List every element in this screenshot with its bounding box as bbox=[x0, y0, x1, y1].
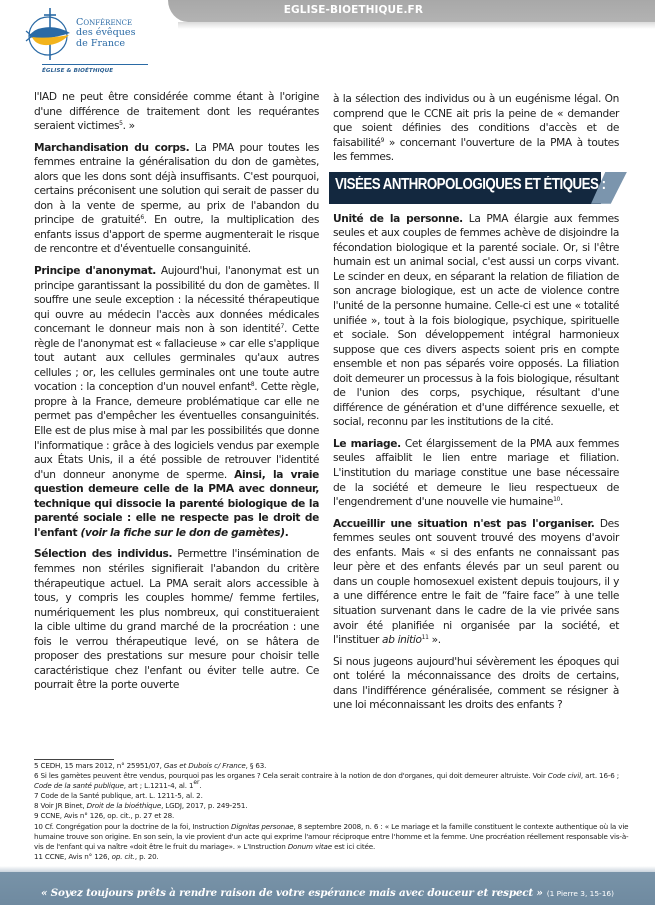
footnote-divider bbox=[34, 759, 114, 760]
footnote-ref[interactable]: 5 bbox=[119, 120, 123, 128]
footnote-8: 8 Voir JR Binet, Droit de la bioéthique, LGDJ, 2017, p. 249-251. bbox=[34, 801, 248, 811]
fiche-link[interactable]: (voir la fiche sur le don de gamètes) bbox=[80, 526, 285, 539]
logo-line-1: Conférence bbox=[76, 17, 133, 28]
paragraph-heading: Sélection des individus. bbox=[34, 548, 173, 561]
logo-line-2: des évêques bbox=[76, 27, 136, 39]
logo-text bbox=[76, 18, 136, 49]
paragraph-ccne: à la sélection des individus ou à un eugénisme légal. On comprend que le CCNE ait pris la peine de « demander que soient définies des conditions d'accès et de faisabilité$^9$ » concernant l'ouverture de la PMA à toutes les femmes. bbox=[333, 93, 619, 164]
footnote-6: 6 Si les gamètes peuvent être vendus, pourquoi pas les organes ? Cela serait contraire à la notion de don d'organes, qui doit demeurer altruiste. Voir Code civil, art. 16-6 ; Code de la santé publique, art ; L.1211-4, al. 1er. bbox=[34, 771, 620, 791]
footnote-11: 11 CCNE, Avis n° 126, op. cit., p. 20. bbox=[34, 851, 159, 861]
section-title: VISÉES ANTHROPOLOGIQUES ET ÉTIQUES : bbox=[335, 175, 606, 193]
logo-divider bbox=[42, 64, 148, 65]
paragraph-mariage: Le mariage. Cet élargissement de la PMA aux femmes seules affaiblit le lien entre mariage et filiation. L'institution du mariage constitue une base nécessaire de la société et demeure le lieu respectueux de l'engendrement d'une nouvelle vie humaine$^{10}$. bbox=[333, 437, 619, 509]
paragraph-marchandisation: Marchandisation du corps. La PMA pour toutes les femmes entraine la généralisation du don de gamètes, alors que les dons sont déjà insuffisants. C'est pourquoi, certains préconisent une solution qui serait de passer du don à la vente de sperme, au prix de l'abandon du principe de gratuité$^6$. En outre, la multiplication des enfants issus d'apport de sperme augmenterait le risque de rencontre et d'éventuelle consanguinité. bbox=[34, 141, 319, 256]
logo bbox=[20, 4, 160, 76]
paragraph-unite: Unité de la personne. La PMA élargie aux femmes seules et aux couples de femmes achève de disjoindre la fécondation biologique et la parenté sociale. Or, si l'être humain est un animal social, c'est aussi un corps vivant. Le scinder en deux, en séparant la relation de filiation de son ancrage biologique, est un acte de violence contre l'unité de la personne humaine. Celle-ci est une « totalité unifiée », tout à la fois biologique, psychique, spirituelle et sociale. Son développement intégral harmonieux suppose que ces divers aspects soient pris en compte ensemble et non pas séparés voire opposés. La filiation doit demeurer un processus à la fois biologique, résultant de l'union des corps, psychique, résultant d'une différence de génération et d'une différence sexuelle, et social, reconnu par les institutions de la cité. bbox=[333, 212, 619, 429]
paragraph-iad: l'IAD ne peut être considérée comme étant à l'origine d'une différence de traitement dont les requérantes seraient victimes$^5$. » bbox=[34, 91, 319, 133]
logo-line-3: de France bbox=[76, 37, 126, 49]
paragraph-heading: Marchandisation du corps. bbox=[34, 141, 190, 154]
footnote-9: 9 CCNE, Avis n° 126, op. cit., p. 27 et 28. bbox=[34, 811, 175, 821]
paragraph-anonymat: Principe d'anonymat. Aujourd'hui, l'anonymat est un principe garantissant la possibilité du don de gamètes. Il souffre une seule exception : la nécessité thérapeutique qui ouvre au médecin l'accès aux données médicales concernant le donneur mais non à son identité$^7$. Cette règle de l'anonymat est « fallacieuse » car elle s'applique tout autant aux cellules germinales qu'aux autres cellules ; or, les cellules germinales ont une toute autre vocation : la conception d'un nouvel enfant$^8$. Cette règle, propre à la France, demeure problématique car elle ne permet pas d'empêcher les éventuelles consanguinités. Elle est de plus mise à mal par les possibilités que donne l'informatique : grâce à des logiciels vendus par exemple aux États Unis, il a été possible de retrouver l'identité d'un donneur anonyme de sperme. Ainsi, la vraie question demeure celle de la PMA avec donneur, technique qui dissocie la parenté biologique de la parenté sociale : elle ne respecte pas le droit de l'enfant (voir la fiche sur le don de gamètes). bbox=[34, 265, 320, 539]
emphasis-text: Ainsi, la vraie question demeure celle de la PMA avec donneur, technique qui dissocie la parenté biologique de la parenté sociale : elle ne respecte pas le droit de l'enfant bbox=[34, 468, 320, 539]
footnote-ref[interactable]: 7 bbox=[280, 323, 284, 331]
footnote-ref[interactable]: 8 bbox=[250, 381, 255, 389]
footnote-ref[interactable]: 9 bbox=[380, 136, 385, 144]
footnotes bbox=[34, 761, 634, 862]
paragraph-selection: Sélection des individus. Permettre l'insémination de femmes non stériles signifierait l'abandon du critère thérapeutique actuel. La PMA serait alors accessible à tous, y compris les couples homme/ femme fertiles, numériquement les plus nombreux, qui constitueraient la cible ultime du grand marché de la procréation : une fois le verrou thérapeutique levé, on se hâtera de proposer des prestations sur mesure pour choisir telle caractéristique chez l'enfant ou éviter telle autre. Ce pourrait être la porte ouverte bbox=[34, 548, 320, 692]
paragraph-heading: Principe d'anonymat. bbox=[34, 265, 156, 278]
footnote-ref[interactable]: 6 bbox=[140, 214, 144, 222]
site-url: EGLISE-BIOETHIQUE.FR bbox=[283, 4, 423, 16]
section-banner bbox=[329, 172, 629, 204]
footnote-7: 7 Code de la Santé publique, art. L. 1211-5, al. 2. bbox=[34, 791, 203, 801]
header-band bbox=[168, 0, 655, 22]
paragraph-heading: Accueillir une situation n'est pas l'organiser. bbox=[333, 517, 595, 530]
footnote-ref[interactable]: 10 bbox=[553, 496, 561, 504]
left-column bbox=[34, 90, 319, 700]
paragraph-conclusion: Si nous jugeons aujourd'hui sévèrement les époques qui ont toléré la méconnaissance des droits de certains, dans l'indifférence généralisée, comment se résigner à une loi méconnaissant les droits des enfants ? bbox=[333, 655, 619, 712]
paragraph-heading: Unité de la personne. bbox=[333, 212, 463, 225]
right-column bbox=[333, 92, 619, 720]
footnote-5: 5 CEDH, 15 mars 2012, n° 25951/07, Gas et Dubois c/ France, § 63. bbox=[34, 761, 267, 770]
logo-subtitle: ÉGLISE & BIOÉTHIQUE bbox=[42, 68, 114, 74]
footnote-10: 10 Cf. Congrégation pour la doctrine de la foi, Instruction Dignitas personae, 8 septembre 2008, n. 6 : « Le mariage et la famille constituent le contexte authentique où la vie humaine trouve son origine. En son sein, la vie provient d'un acte qui exprime l'amour réciproque entre l'homme et la femme. Une procréation réellement responsable vis-à-vis de l'enfant qui va naître «doit être le fruit du mariage». » L'Instruction Donum vitae est ici citée. bbox=[34, 821, 629, 851]
quote-reference: (1 Pierre 3, 15-16) bbox=[546, 889, 615, 898]
paragraph-accueillir: Accueillir une situation n'est pas l'organiser. Des femmes seules ont souvent trouvé des moyens d'avoir des enfants. Mais « si des enfants ne connaissant pas leur père et des enfants élevés par un seul parent ou dans un couple homosexuel existent depuis toujours, il y a une différence entre le fait de “faire face” à une telle situation survenant dans le cadre de la vie privée sans avoir été planifiée ni organisée par la société, et l'instituer ab initio$^{11}$ ». bbox=[333, 517, 619, 647]
footnote-ref[interactable]: 11 bbox=[421, 634, 429, 642]
quote-text: « Soyez toujours prêts à rendre raison de votre espérance mais avec douceur et respect » bbox=[40, 887, 543, 899]
bible-quote bbox=[0, 881, 655, 900]
cross-fish-icon bbox=[20, 4, 80, 64]
paragraph-heading: Le mariage. bbox=[333, 437, 401, 450]
bottom-quote-band bbox=[0, 872, 655, 905]
